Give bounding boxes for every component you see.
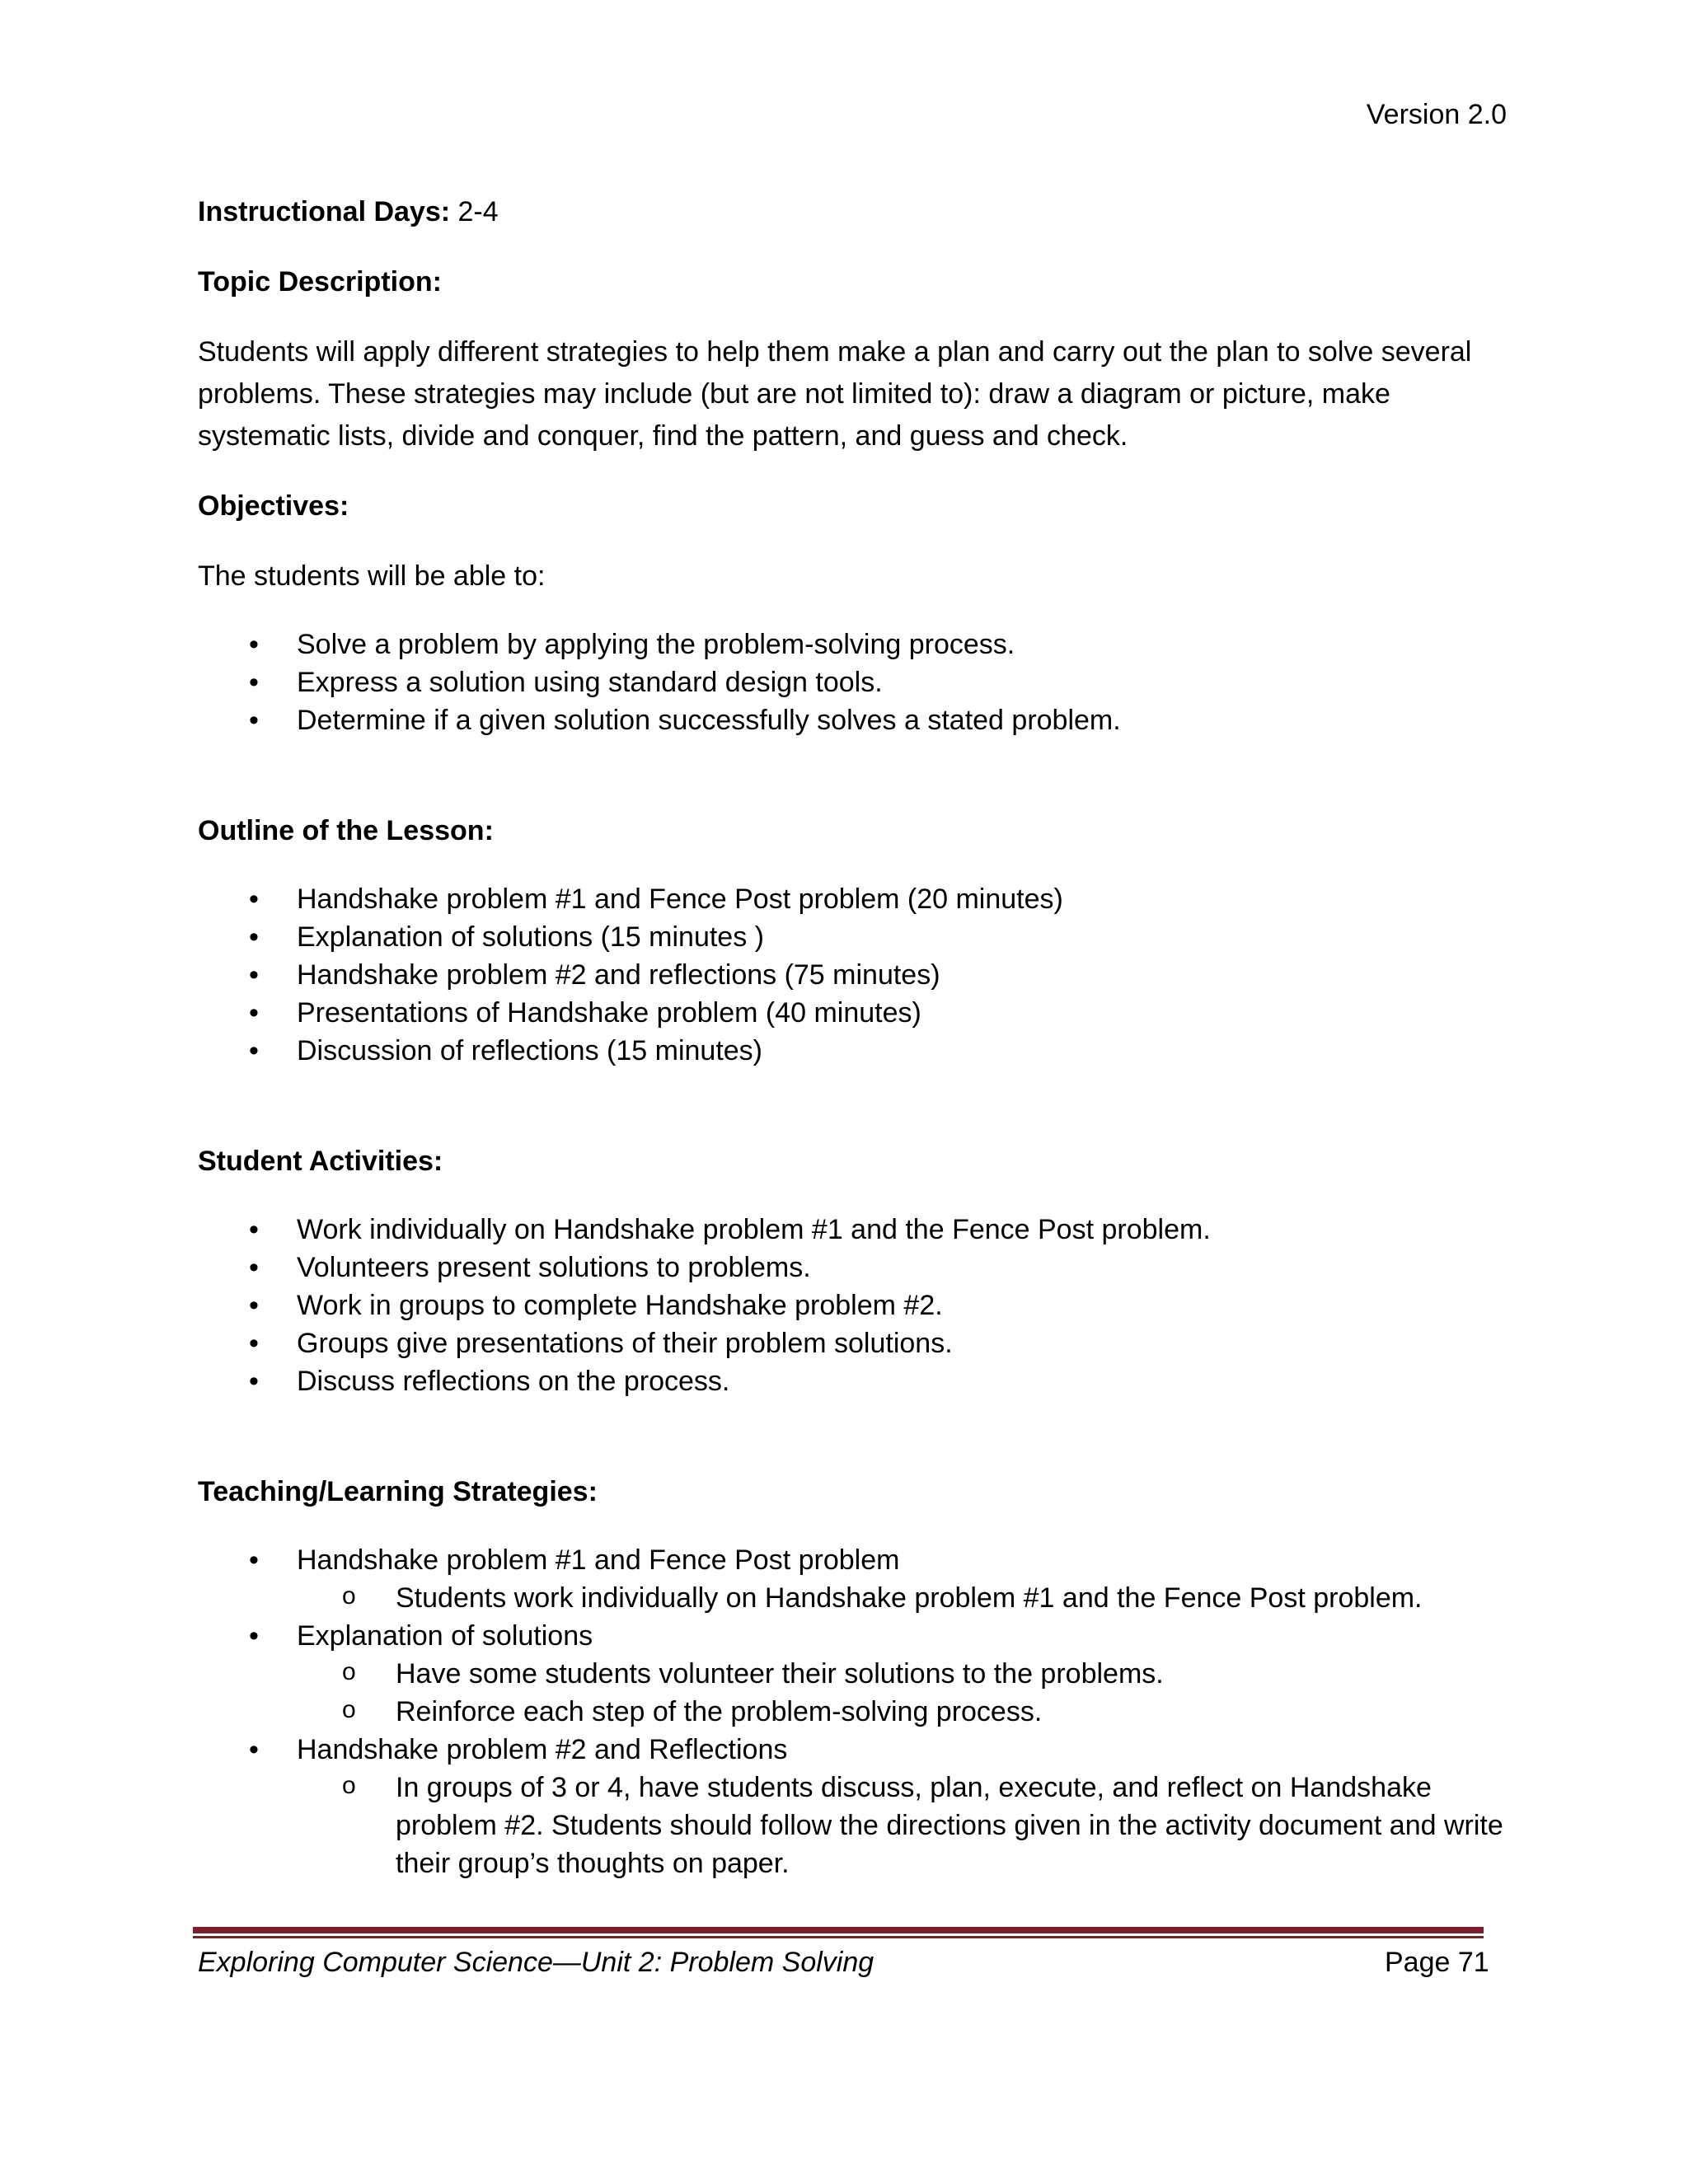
- footer-rule-thin: [193, 1936, 1484, 1938]
- bullet-icon: •: [249, 1214, 259, 1245]
- list-item: [198, 1541, 1517, 1617]
- bullet-icon: •: [249, 1734, 259, 1765]
- list-item: [198, 918, 1517, 956]
- outline-list: [198, 880, 1517, 1070]
- list-item-text: Presentations of Handshake problem (40 minutes): [297, 997, 921, 1029]
- list-item: [198, 994, 1517, 1032]
- bullet-icon: •: [249, 629, 259, 660]
- objectives-heading: Objectives:: [198, 490, 349, 522]
- document-body: [198, 191, 1517, 1910]
- instructional-days: [198, 191, 1517, 233]
- list-item: [198, 1249, 1517, 1286]
- list-item: [198, 701, 1517, 739]
- circle-bullet-icon: o: [342, 1696, 356, 1723]
- list-item-text: Discussion of reflections (15 minutes): [297, 1035, 763, 1066]
- circle-bullet-icon: o: [342, 1772, 356, 1799]
- footer-rule-thick: [193, 1927, 1484, 1933]
- list-item-text: Solve a problem by applying the problem-solving process.: [297, 629, 1015, 660]
- list-item-text: Volunteers present solutions to problems.: [297, 1252, 811, 1283]
- outline-heading: Outline of the Lesson:: [198, 815, 494, 846]
- strategies-list: [198, 1541, 1517, 1882]
- list-item-text: Handshake problem #2 and Reflections: [297, 1734, 788, 1765]
- bullet-icon: •: [249, 1366, 259, 1397]
- sub-list-item-text: Reinforce each step of the problem-solving process.: [396, 1696, 1043, 1727]
- list-item-text: Work individually on Handshake problem #1 and the Fence Post problem.: [297, 1214, 1211, 1245]
- sub-list-item: [297, 1655, 1517, 1693]
- list-item: [198, 880, 1517, 918]
- list-item: [198, 956, 1517, 994]
- bullet-icon: •: [249, 705, 259, 736]
- footer-page-number: Page 71: [1385, 1947, 1489, 1978]
- list-item-text: Explanation of solutions (15 minutes ): [297, 921, 764, 953]
- strategies-heading: Teaching/Learning Strategies:: [198, 1476, 598, 1507]
- list-item-text: Work in groups to complete Handshake problem #2.: [297, 1290, 943, 1321]
- list-item: [198, 626, 1517, 663]
- list-item: [198, 1617, 1517, 1731]
- bullet-icon: •: [249, 1252, 259, 1283]
- bullet-icon: •: [249, 1544, 259, 1576]
- list-item-text: Groups give presentations of their problem solutions.: [297, 1328, 953, 1359]
- circle-bullet-icon: o: [342, 1658, 356, 1685]
- list-item-text: Determine if a given solution successfully solves a stated problem.: [297, 705, 1121, 736]
- sub-list: [297, 1769, 1517, 1882]
- list-item-text: Handshake problem #1 and Fence Post problem (20 minutes): [297, 883, 1063, 915]
- bullet-icon: •: [249, 1035, 259, 1066]
- sub-list-item: [297, 1693, 1517, 1731]
- version-label: Version 2.0: [1366, 99, 1507, 130]
- list-item: [198, 1362, 1517, 1400]
- sub-list: [297, 1579, 1517, 1617]
- list-item: [198, 1731, 1517, 1882]
- list-item-text: Discuss reflections on the process.: [297, 1366, 730, 1397]
- bullet-icon: •: [249, 959, 259, 991]
- footer-rule: [193, 1927, 1484, 1938]
- list-item: [198, 663, 1517, 701]
- topic-description-text: Students will apply different strategies to help them make a plan and carry out the plan to solve several problems. These strategies may include (but are not limited to): draw a diagram or picture, make systematic lists, divide and conquer, find the pattern, and guess and check.: [198, 336, 1472, 452]
- list-item-text: Handshake problem #1 and Fence Post problem: [297, 1544, 900, 1576]
- bullet-icon: •: [249, 667, 259, 698]
- bullet-icon: •: [249, 1328, 259, 1359]
- instructional-days-value: 2-4: [450, 196, 499, 227]
- sub-list-item-text: In groups of 3 or 4, have students discuss, plan, execute, and reflect on Handshake problem #2. Students should follow the directions given in the activity document and write their group’s thoughts on paper.: [396, 1772, 1503, 1879]
- list-item: [198, 1211, 1517, 1249]
- sub-list: [297, 1655, 1517, 1731]
- list-item-text: Express a solution using standard design tools.: [297, 667, 883, 698]
- instructional-days-label: Instructional Days:: [198, 196, 451, 227]
- sub-list-item-text: Students work individually on Handshake problem #1 and the Fence Post problem.: [396, 1582, 1423, 1614]
- list-item: [198, 1324, 1517, 1362]
- sub-list-item: [297, 1769, 1517, 1882]
- footer-title: Exploring Computer Science—Unit 2: Problem Solving: [198, 1947, 874, 1978]
- bullet-icon: •: [249, 997, 259, 1029]
- list-item-text: Explanation of solutions: [297, 1620, 593, 1652]
- circle-bullet-icon: o: [342, 1582, 356, 1610]
- bullet-icon: •: [249, 1620, 259, 1652]
- list-item: [198, 1286, 1517, 1324]
- student-activities-heading: Student Activities:: [198, 1146, 443, 1177]
- sub-list-item-text: Have some students volunteer their solutions to the problems.: [396, 1658, 1164, 1690]
- student-activities-list: [198, 1211, 1517, 1400]
- topic-description-heading: Topic Description:: [198, 266, 442, 298]
- bullet-icon: •: [249, 883, 259, 915]
- list-item-text: Handshake problem #2 and reflections (75 minutes): [297, 959, 940, 991]
- list-item: [198, 1032, 1517, 1070]
- objectives-intro: The students will be able to:: [198, 560, 546, 592]
- objectives-list: [198, 626, 1517, 739]
- bullet-icon: •: [249, 921, 259, 953]
- sub-list-item: [297, 1579, 1517, 1617]
- bullet-icon: •: [249, 1290, 259, 1321]
